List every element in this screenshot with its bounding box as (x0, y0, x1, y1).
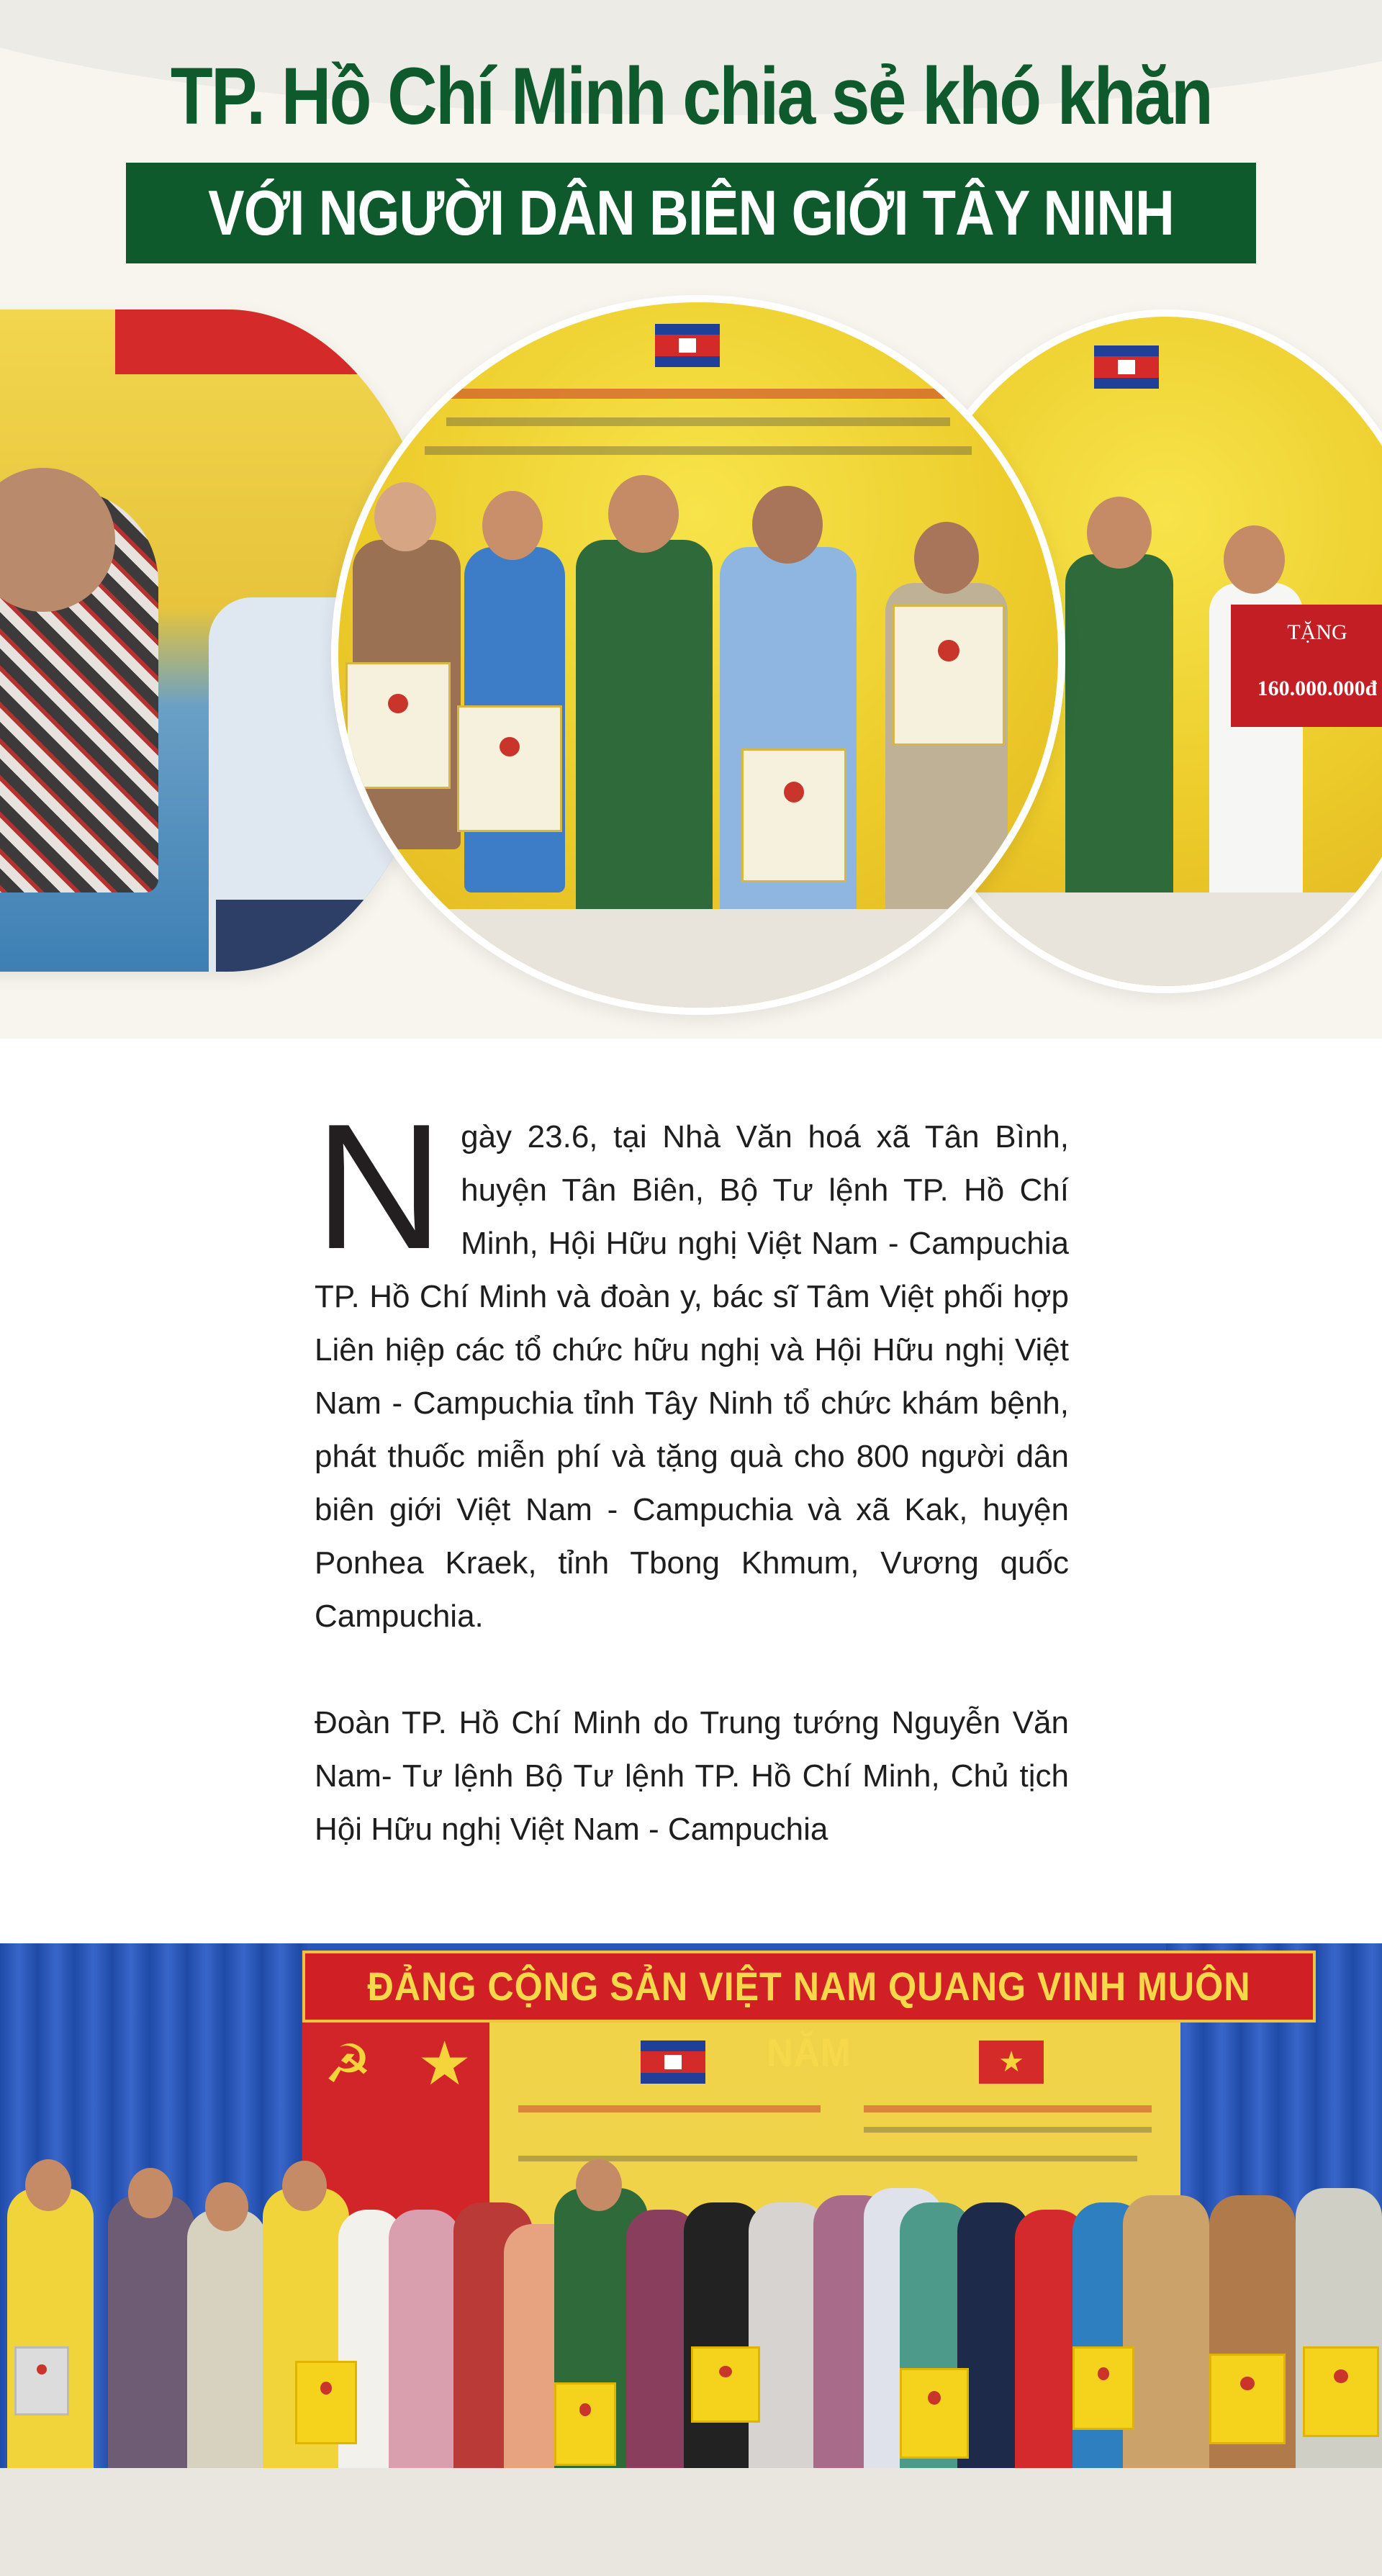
gift-bag (14, 2346, 69, 2415)
gift-bag (1072, 2346, 1134, 2430)
sign-title: TẶNG (1287, 620, 1347, 644)
general-figure (576, 540, 713, 943)
cambodia-flag (1094, 345, 1159, 389)
gift-bag (741, 749, 846, 882)
man-beige-head (914, 522, 979, 594)
donation-sign (1231, 605, 1382, 727)
khmer-text-line (446, 417, 950, 426)
gift-bag (1303, 2346, 1379, 2437)
gift-bag (295, 2361, 357, 2444)
star-icon: ★ (417, 2030, 472, 2097)
woman-blue-head (482, 491, 543, 560)
text-line (864, 2105, 1152, 2112)
gift-bag (1209, 2354, 1286, 2444)
sign-amount: 160.000.000đ (1257, 677, 1378, 700)
officer-head (576, 2159, 622, 2211)
article-body (315, 1086, 1069, 1910)
gift-bag (893, 605, 1005, 746)
recipient-head (128, 2168, 173, 2218)
vietnam-flag: ★ (979, 2041, 1044, 2084)
recipient-figure (1123, 2195, 1209, 2498)
recipient-figure (7, 2188, 94, 2490)
drop-cap: N (315, 1086, 444, 1286)
article-paragraph-1 (315, 1086, 1069, 1643)
recipient-figure (187, 2210, 266, 2498)
officer-figure (1065, 554, 1173, 928)
recipient-figure (108, 2195, 194, 2498)
slogan-banner (302, 1951, 1316, 2075)
slogan-text: ĐẢNG CỘNG SẢN VIỆT NAM QUANG VINH MUÔN NĂM (367, 1963, 1251, 2075)
floor (0, 2468, 1382, 2576)
photo-group-recipients (0, 1943, 1382, 2576)
recipient-figure (1296, 2188, 1382, 2498)
cambodia-flag-center (655, 324, 720, 367)
text-line (518, 2156, 1137, 2161)
woman-brown-head (374, 482, 436, 551)
gift-bag (346, 662, 451, 789)
khmer-text-line (410, 389, 986, 399)
article-paragraph-2: Đoàn TP. Hồ Chí Minh do Trung tướng Nguyễn Văn Nam- Tư lệnh Bộ Tư lệnh TP. Hồ Chí Minh, Chủ tịch Hội Hữu nghị Việt Nam - Campuchia (315, 1705, 1069, 1847)
page-title: TP. Hồ Chí Minh chia sẻ khó khăn (170, 51, 1212, 141)
recipient-head (25, 2159, 71, 2211)
recipient-head (282, 2161, 327, 2211)
subtitle-banner (126, 163, 1256, 263)
recipient-figure (1209, 2195, 1296, 2498)
page-subtitle: VỚI NGƯỜI DÂN BIÊN GIỚI TÂY NINH (208, 177, 1174, 248)
gift-bag (900, 2368, 969, 2459)
hammer-sickle-icon: ☭ (324, 2034, 372, 2094)
photo-gift-giving (331, 295, 1065, 1015)
man-lightblue-head (752, 486, 823, 564)
khmer-text-line (518, 2105, 821, 2112)
gift-bag (554, 2382, 616, 2466)
general-head (608, 475, 679, 553)
gift-bag (457, 705, 562, 832)
recipient-head (205, 2182, 248, 2231)
recipient-figure (389, 2210, 461, 2498)
paragraph-1-text: gày 23.6, tại Nhà Văn hoá xã Tân Bình, huyện Tân Biên, Bộ Tư lệnh TP. Hồ Chí Minh, Hội Hữu nghị Việt Nam - Campuchia TP. Hồ Chí Minh và đoàn y, bác sĩ Tâm Việt phối hợp Liên hiệp các tổ chức hữu nghị và Hội Hữu nghị Việt Nam - Campuchia tỉnh Tây Ninh tổ chức khám bệnh, phát thuốc miễn phí và tặng quà cho 800 người dân biên giới Việt Nam - Campuchia và xã Kak, huyện Ponhea Kraek, tỉnh Tbong Khmum, Vương quốc Campuchia. (315, 1119, 1069, 1634)
khmer-text-line (425, 446, 972, 455)
officer-head (1087, 497, 1152, 569)
gift-bag (691, 2346, 760, 2423)
recipient-figure (263, 2188, 349, 2498)
hero-section (0, 0, 1382, 1039)
text-line (864, 2127, 1152, 2133)
man-head (1224, 525, 1285, 594)
